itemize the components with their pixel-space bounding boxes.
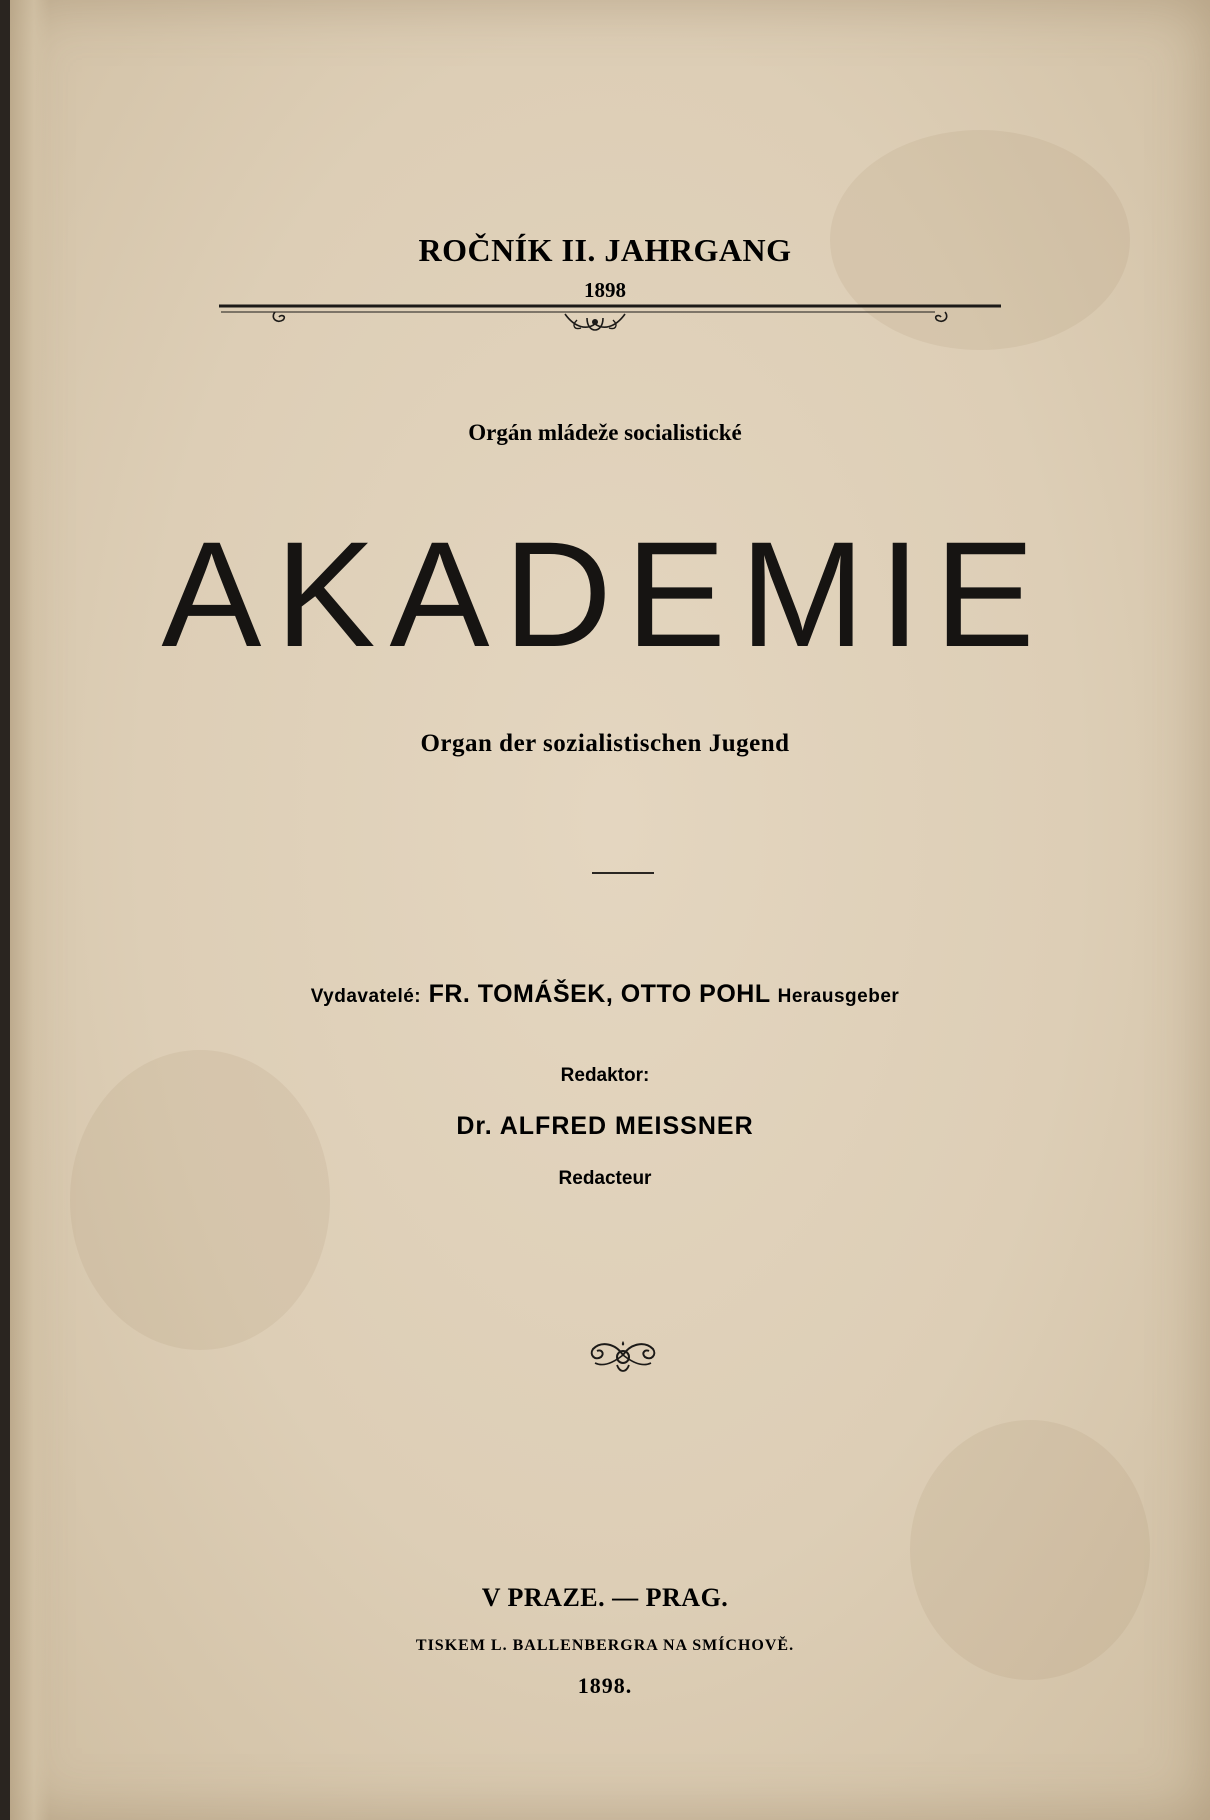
publishers-label-cz: Vydavatelé:: [310, 986, 422, 1007]
subtitle-german: Organ der sozialistischen Jugend: [420, 730, 790, 757]
subtitle-czech: Orgán mládeže socialistické: [468, 420, 742, 445]
floral-vignette-icon: [587, 1333, 659, 1377]
year-top: 1898: [584, 278, 626, 302]
title-page: [10, 0, 1210, 1820]
page-spine-edge: [10, 0, 50, 1820]
volume-line: ROČNÍK II. JAHRGANG: [418, 232, 792, 268]
editor-name: Dr. ALFRED MEISSNER: [456, 1112, 754, 1140]
rule-ornament-icon: [215, 300, 1005, 350]
imprint-printer: TISKEM L. BALLENBERGRA NA SMÍCHOVĚ.: [415, 1637, 795, 1654]
publishers-label-de: Herausgeber: [777, 986, 900, 1007]
short-divider: [592, 872, 654, 874]
editor-label-cz: Redaktor:: [560, 1065, 650, 1086]
editor-label-de: Redacteur: [558, 1168, 652, 1189]
publishers-line: [0, 980, 1210, 1009]
page-title: AKADEMIE: [161, 510, 1049, 678]
publishers-names: FR. TOMÁŠEK, OTTO POHL: [428, 980, 771, 1008]
imprint-place: V PRAZE. — PRAG.: [481, 1583, 729, 1612]
imprint-year: 1898.: [577, 1673, 633, 1698]
